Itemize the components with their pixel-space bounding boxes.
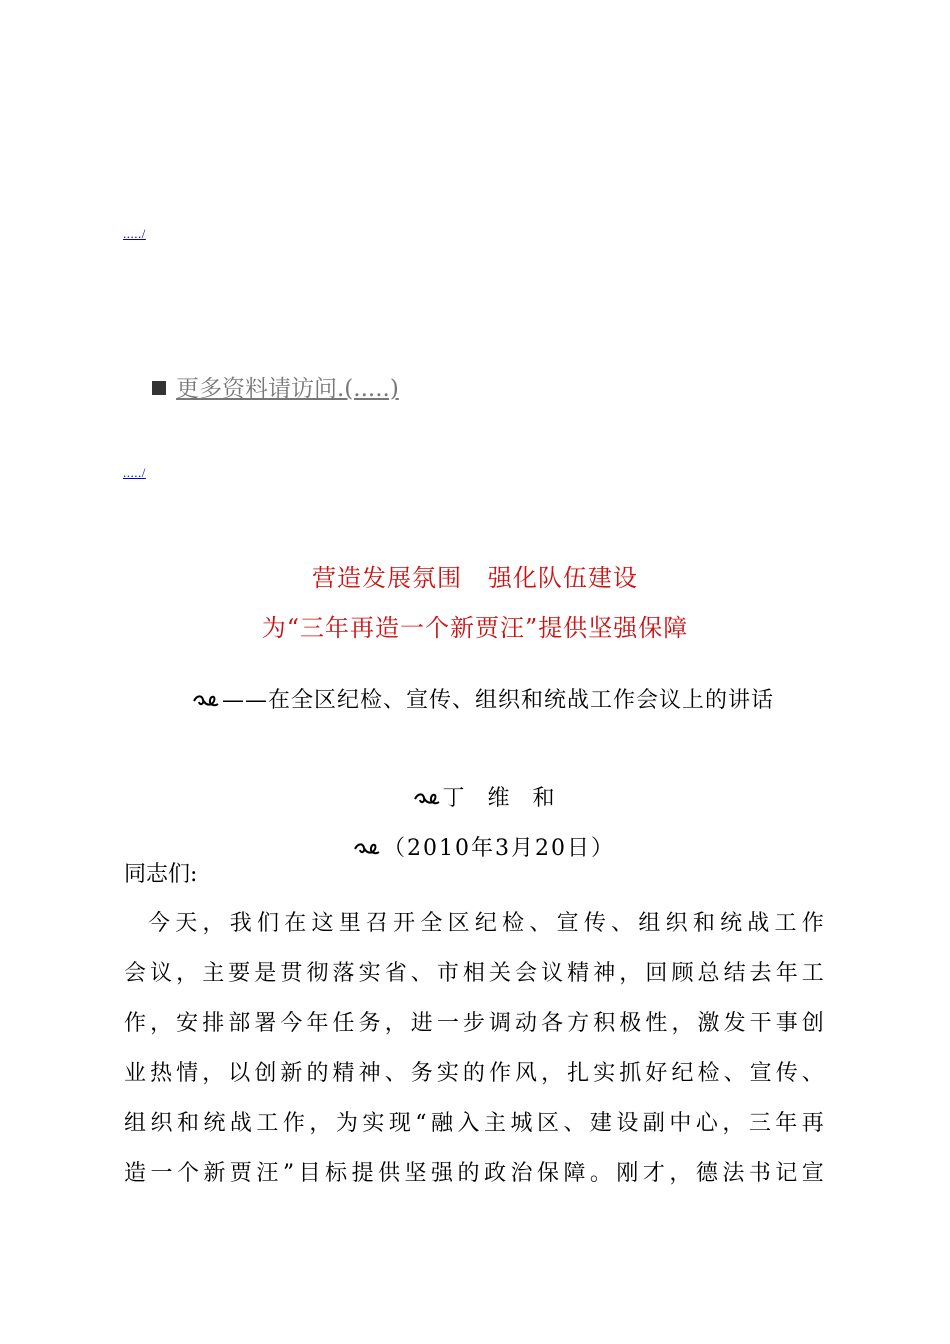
top-link[interactable]: ...../ [123, 226, 146, 241]
curl-mark-icon [192, 692, 220, 710]
more-info-link[interactable]: 更多资料请访问.(.....) [176, 376, 399, 402]
body-line: 组织和统战工作，为实现“融入主城区、建设副中心，三年再 [124, 1111, 826, 1136]
body-line: 作，安排部署今年任务，进一步调动各方积极性，激发干事创 [124, 1011, 826, 1036]
date-line [0, 806, 950, 862]
title-line-2: 为“三年再造一个新贾汪”提供坚强保障 [261, 614, 689, 642]
curl-mark-icon [353, 840, 381, 858]
body-line-text: 今天，我们在这里召开全区纪检、宣传、组织和统战工作 [148, 911, 826, 936]
subtitle-text: ——在全区纪检、宣传、组织和统战工作会议上的讲话 [221, 688, 774, 713]
title-line-1: 营造发展氛围 强化队伍建设 [312, 564, 638, 592]
subtitle [0, 658, 950, 714]
greeting: 同志们: [124, 862, 198, 887]
body-line: 会议，主要是贯彻落实省、市相关会议精神，回顾总结去年工 [124, 961, 826, 986]
more-info-row[interactable] [152, 370, 399, 403]
speech-date: （2010年3月20日） [383, 836, 615, 861]
body-line: 造一个新贾汪”目标提供坚强的政治保障。刚才，德法书记宣 [124, 1161, 826, 1186]
author-line [0, 756, 950, 812]
middle-link[interactable]: ...../ [123, 465, 146, 480]
body-line [148, 906, 826, 937]
bullet-square-icon [152, 381, 166, 395]
body-line: 业热情，以创新的精神、务实的作风，扎实抓好纪检、宣传、 [124, 1061, 826, 1086]
author-name: 丁 维 和 [442, 786, 558, 811]
